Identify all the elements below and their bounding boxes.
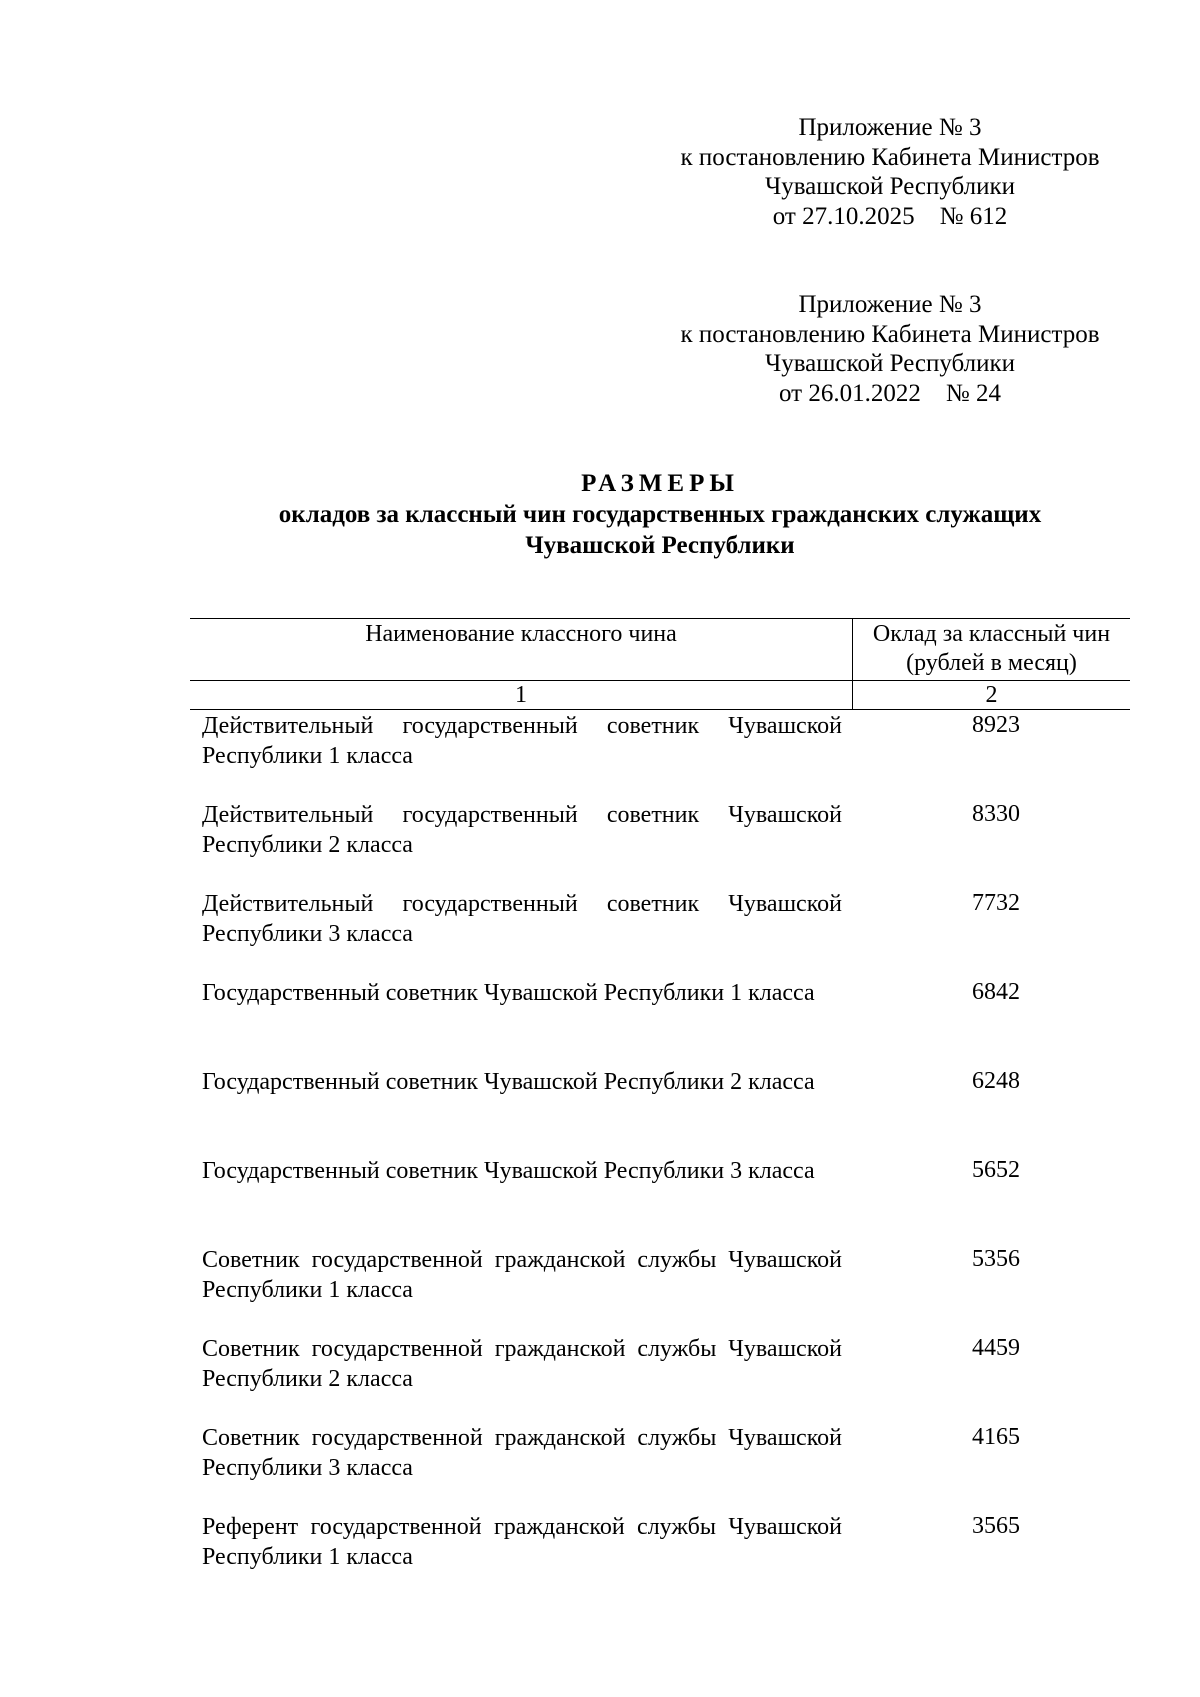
salary-table — [190, 618, 1130, 1600]
column-number-2: 2 — [985, 682, 998, 708]
salary-value: 6842 — [972, 979, 1020, 1005]
rank-name: Советник государственной гражданской службы Чувашской Республики 1 класса — [202, 1247, 842, 1303]
table-row — [190, 1244, 1130, 1333]
appendix-date-number: от 26.01.2022 № 24 — [779, 379, 1001, 407]
salary-value: 5356 — [972, 1246, 1020, 1272]
table-row — [190, 1066, 1130, 1155]
table-row — [190, 888, 1130, 977]
appendix-republic: Чувашской Республики — [764, 350, 1016, 377]
rank-name: Действительный государственный советник Чувашской Республики 3 класса — [202, 891, 842, 947]
salary-value: 7732 — [972, 890, 1020, 916]
title-subtitle-line2: Чувашской Республики — [525, 532, 795, 559]
table-body — [190, 710, 1130, 1600]
column-number-1: 1 — [190, 681, 853, 709]
salary-value: 3565 — [972, 1513, 1020, 1539]
rank-name: Государственный советник Чувашской Республики 3 класса — [202, 1158, 815, 1184]
rank-name: Советник государственной гражданской службы Чувашской Республики 2 класса — [202, 1336, 842, 1392]
appendix-reference: к постановлению Кабинета Министров — [680, 143, 1100, 171]
rank-name: Действительный государственный советник Чувашской Республики 1 класса — [202, 713, 842, 769]
rank-name: Советник государственной гражданской службы Чувашской Республики 3 класса — [202, 1425, 842, 1481]
salary-value: 8330 — [972, 801, 1020, 827]
table-row — [190, 799, 1130, 888]
title-subtitle-line1: окладов за классный чин государственных гражданских служащих — [278, 501, 1042, 528]
salary-value: 6248 — [972, 1068, 1020, 1094]
table-row — [190, 1333, 1130, 1422]
appendix-reference: к постановлению Кабинета Министров — [680, 320, 1100, 348]
appendix-title: Приложение № 3 — [798, 291, 982, 318]
header-salary: Оклад за классный чин (рублей в месяц) — [872, 621, 1111, 676]
table-row — [190, 1155, 1130, 1244]
document-title — [190, 468, 1130, 561]
rank-name: Государственный советник Чувашской Республики 2 класса — [202, 1069, 815, 1095]
table-header-row — [190, 618, 1130, 681]
appendix-republic: Чувашской Республики — [764, 173, 1016, 200]
rank-name: Референт государственной гражданской службы Чувашской Республики 1 класса — [202, 1514, 842, 1570]
salary-value: 4459 — [972, 1335, 1020, 1361]
table-row — [190, 977, 1130, 1066]
rank-name: Государственный советник Чувашской Республики 1 класса — [202, 980, 815, 1006]
table-row — [190, 710, 1130, 799]
appendix-title: Приложение № 3 — [798, 114, 982, 141]
salary-value: 4165 — [972, 1424, 1020, 1450]
header-rank-name: Наименование классного чина — [190, 619, 853, 680]
salary-value: 8923 — [972, 712, 1020, 738]
table-row — [190, 1511, 1130, 1600]
salary-value: 5652 — [972, 1157, 1020, 1183]
table-row — [190, 1422, 1130, 1511]
appendix-date-number: от 27.10.2025 № 612 — [772, 202, 1008, 230]
rank-name: Действительный государственный советник Чувашской Республики 2 класса — [202, 802, 842, 858]
appendix-block-original — [660, 290, 1120, 408]
appendix-block-current — [660, 113, 1120, 231]
title-main: РАЗМЕРЫ — [581, 470, 739, 497]
table-column-numbers — [190, 681, 1130, 710]
